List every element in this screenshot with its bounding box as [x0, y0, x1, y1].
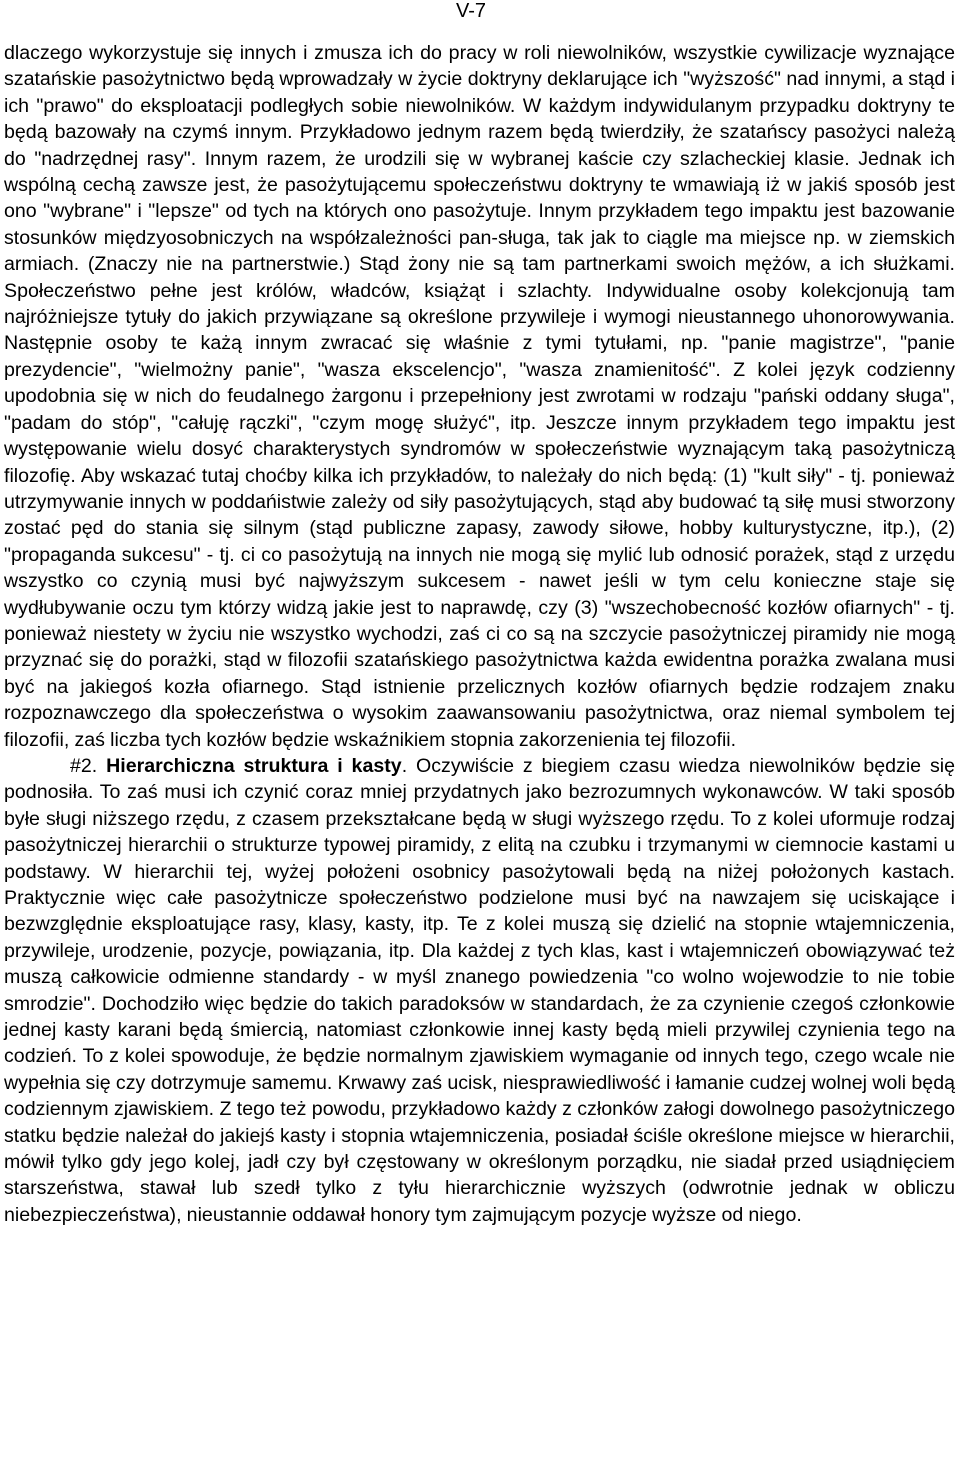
- section-text: . Oczywiście z biegiem czasu wiedza niewolników będzie się podnosiła. To zaś musi ich czynić coraz mniej przydatnych jako bezrozumnych wykonawców. W taki sposób byłe sługi niższego rzędu, z czasem przekształcane będą w sługi wyższego rzędu. To z kolei uformuje rodzaj pasożytniczej hierarchii o strukturze typowej piramidy, z elitą na czubku i trzymanymi w ciemnocie kastami u podstawy. W hierarchii tej, wyżej położeni osobnicy pasożytowali będą na niżej położonych kastach. Praktycznie więc całe pasożytnicze społeczeństwo podzielone musi być na nawzajem się uciskające i bezwzględnie eksploatujące rasy, klasy, kasty, itp. Te z kolei muszą się dzielić na stopnie wtajemniczenia, przywileje, urodzenie, pozycje, powiązania, itp. Dla każdej z tych klas, kast i wtajemniczeń obowiązywać też muszą całkowicie odmienne standardy - w myśl znanego powiedzenia "co wolno wojewodzie to nie tobie smrodzie". Dochodziło więc będzie do takich paradoksów w standardach, że za czynienie czegoś członkowie jednej kasty karani będą śmiercią, natomiast członkowie innej kasty będą mieli przywilej czynienia tego na codzień. To z kolei spowoduje, że będzie normalnym zjawiskiem wymaganie od innych tego, czego wcale nie wypełnia się czy dotrzymuje samemu. Krwawy zaś ucisk, niesprawiedliwość i łamanie cudzej wolnej woli będą codziennym zjawiskiem. Z tego też powodu, przykładowo każdy z członków załogi dowolnego pasożytniczego statku będzie należał do jakiejś kasty i stopnia wtajemniczenia, posiadał ściśle określone miejsce w hierarchii, mówił tylko gdy jego kolej, jadł czy był częstowany w określonym porządku, nie siadał przed usiądnięciem starszeństwa, stawał lub szedł tylko z tyłu hierarchicznie wyższych (odwrotnie jednak w obliczu niebezpieczeństwa), nieustannie oddawał honory tym zajmującym pozycje wyższe od niego.: [4, 754, 955, 1226]
- paragraph-slavery-doctrines: dlaczego wykorzystuje się innych i zmusza ich do pracy w roli niewolników, wszystkie cywilizacje wyznające szatańskie pasożytnictwo będą wprowadzały w życie doktryny deklarujące ich "wyższość" nad innymi, a stąd i ich "prawo" do eksploatacji podległych sobie niewolników. W każdym indywidulanym przypadku doktryny te będą bazowały na czymś innym. Przykładowo jednym razem będą twierdziły, że szatańscy pasożyci należą do "nadrzędnej rasy". Innym razem, że urodzili się w wybranej kaście czy szlacheckiej klasie. Jednak ich wspólną cechą zawsze jest, że pasożytującemu społeczeństwu doktryny te wmawiają iż w jakiś sposób jest ono "wybrane" i "lepsze" od tych na których ono pasożytuje. Innym przykładem tego impaktu jest bazowanie stosunków międzyosobniczych na współzależności pan-sługa, tak jak to ciągle ma miejsce np. w ziemskich armiach. (Znaczy nie na partnerstwie.) Stąd żony nie są tam partnerkami swoich mężów, a ich służkami. Społeczeństwo pełne jest królów, władców, książąt i szlachty. Indywidualne osoby kolekcjonują tam najróżniejsze tytuły do jakich przywiązane są określone przywileje i wymogi nieustannego uhonorowywania. Następnie osoby te każą innym zwracać się właśnie z tymi tytułami, np. "panie magistrze", "panie prezydencie", "wielmożny panie", "wasza ekscelencjo", "wasza znamienitość". Z kolei język codzienny upodobnia się w nich do feudalnego żargonu i przepełniony jest zwrotami w rodzaju "pański oddany sługa", "padam do stóp", "całuję rączki", "czym mogę służyć", itp. Jeszcze innym przykładem tego impaktu jest występowanie wielu dosyć charakterystych syndromów w społeczeństwie wyznającym taką pasożytniczą filozofię. Aby wskazać tutaj choćby kilka ich przykładów, to należały do nich będą: (1) "kult siły" - tj. ponieważ utrzymywanie innych w poddańistwie zależy od siły pasożytujących, stąd aby budować tą siłę musi stworzony zostać pęd do stania się silnym (stąd publiczne zapasy, zawody siłowe, hobby kulturystyczne, itp.), (2) "propaganda sukcesu" - tj. ci co pasożytują na innych nie mogą się mylić lub odnosić porażek, stąd z urzędu wszystko co czynią musi być najwyższym sukcesem - nawet jeśli w tym celu konieczne staje się wydłubywanie oczu tym którzy widzą jakie jest to naprawdę, czy (3) "wszechobecność kozłów ofiarnych" - tj. ponieważ niestety w życiu nie wszystko wychodzi, zaś ci co są na szczycie pasożytniczej piramidy nie mogą przyznać się do porażki, stąd w filozofii szatańskiego pasożytnictwa każda ewidentna porażka zwalana musi być na jakiegoś kozła ofiarnego. Stąd istnienie przelicznych kozłów ofiarnych będzie rodzajem znaku rozpoznawczego dla społeczeństwa o wysokim zaawansowaniu pasożytnictwa, oraz niemal symbolem tej filozofii, zaś liczba tych kozłów będzie wskaźnikiem stopnia zakorzenienia tej filozofii.: [4, 42, 955, 751]
- section-number: #2.: [70, 754, 98, 777]
- body-text: [4, 40, 955, 1228]
- paragraph-hierarchy: [4, 753, 955, 1228]
- page-number: V-7: [455, 0, 486, 22]
- section-title: Hierarchiczna struktura i kasty: [106, 754, 402, 777]
